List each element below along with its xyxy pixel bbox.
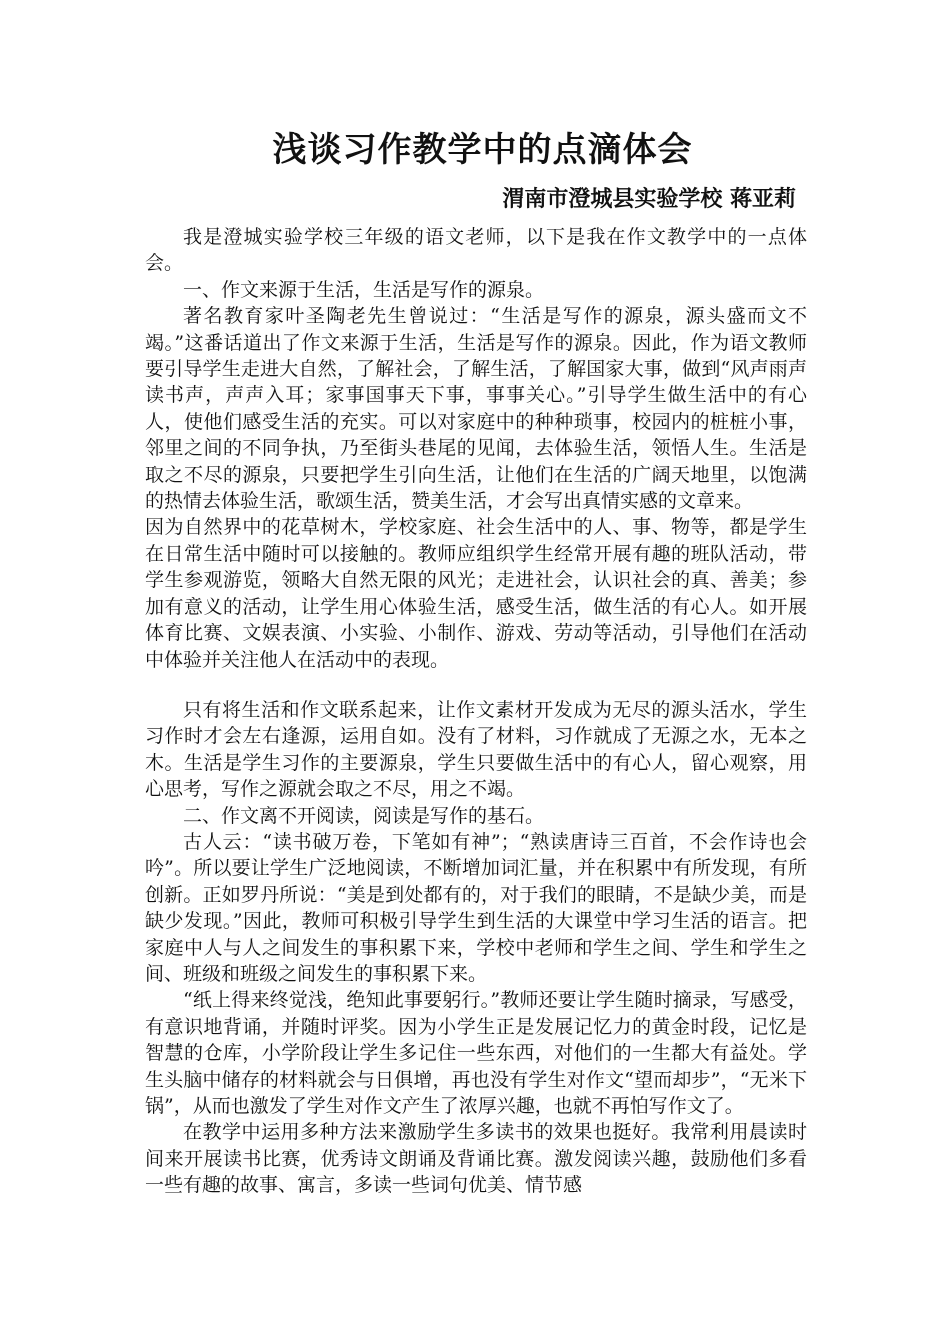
paragraph-intro: 我是澄城实验学校三年级的语文老师，以下是我在作文教学中的一点体会。 [145, 226, 807, 275]
document-body [145, 224, 807, 1199]
paragraph: 因为自然界中的花草树木，学校家庭、社会生活中的人、事、物等，都是学生在日常生活中随时可以接触的。教师应组织学生经常开展有趣的班队活动，带学生参观游览，领略大自然无限的风光；走进社会，认识社会的真、善美；参加有意义的活动，让学生用心体验生活，感受生活，做生活的有心人。如开展体育比赛、文娱表演、小实验、小制作、游戏、劳动等活动，引导他们在活动中体验并关注他人在活动中的表现。 [145, 516, 807, 671]
document-title: 浅谈习作教学中的点滴体会 [272, 130, 693, 170]
paragraph: 古人云：“读书破万卷，下笔如有神”；“熟读唐诗三百首，不会作诗也会吟”。所以要让学生广泛地阅读，不断增加词汇量，并在积累中有所发现，有所创新。正如罗丹所说：“美是到处都有的，对于我们的眼睛，不是缺少美，而是缺少发现。”因此，教师可积极引导学生到生活的大课堂中学习生活的语言。把家庭中人与人之间发生的事积累下来，学校中老师和学生之间、学生和学生之间、班级和班级之间发生的事积累下来。 [145, 830, 807, 985]
author-line: 渭南市澄城县实验学校 蒋亚莉 [502, 186, 796, 212]
paragraph: 只有将生活和作文联系起来，让作文素材开发成为无尽的源头活水，学生习作时才会左右逢源，运用自如。没有了材料，习作就成了无源之水，无本之木。生活是学生习作的主要源泉，学生只要做生活中的有心人，留心观察，用心思考，写作之源就会取之不尽，用之不竭。 [145, 698, 807, 801]
section-heading-2: 二、作文离不开阅读，阅读是写作的基石。 [183, 804, 545, 827]
paragraph: 著名教育家叶圣陶老先生曾说过：“生活是写作的源泉，源头盛而文不竭。”这番话道出了作文来源于生活，生活是写作的源泉。因此，作为语文教师要引导学生走进大自然，了解社会，了解生活，了解国家大事，做到“风声雨声读书声，声声入耳；家事国事天下事，事事关心。”引导学生做生活中的有心人，使他们感受生活的充实。可以对家庭中的种种琐事，校园内的桩桩小事，邻里之间的不同争执，乃至街头巷尾的见闻，去体验生活，领悟人生。生活是取之不尽的源泉，只要把学生引向生活，让他们在生活的广阔天地里，以饱满的热情去体验生活，歌颂生活，赞美生活，才会写出真情实感的文章来。 [145, 305, 807, 513]
paragraph: “纸上得来终觉浅，绝知此事要躬行。”教师还要让学生随时摘录，写感受，有意识地背诵，并随时评奖。因为小学生正是发展记忆力的黄金时段，记忆是智慧的仓库，小学阶段让学生多记住一些东西，对他们的一生都大有益处。学生头脑中储存的材料就会与日俱增，再也没有学生对作文“望而却步”，“无米下锅”，从而也激发了学生对作文产生了浓厚兴趣，也就不再怕写作文了。 [145, 989, 807, 1117]
section-heading-1: 一、作文来源于生活，生活是写作的源泉。 [183, 278, 545, 301]
document-page [145, 0, 820, 1344]
paragraph: 在教学中运用多种方法来激励学生多读书的效果也挺好。我常利用晨读时间来开展读书比赛，优秀诗文朗诵及背诵比赛。激发阅读兴趣，鼓励他们多看一些有趣的故事、寓言，多读一些词句优美、情节感 [145, 1121, 807, 1197]
